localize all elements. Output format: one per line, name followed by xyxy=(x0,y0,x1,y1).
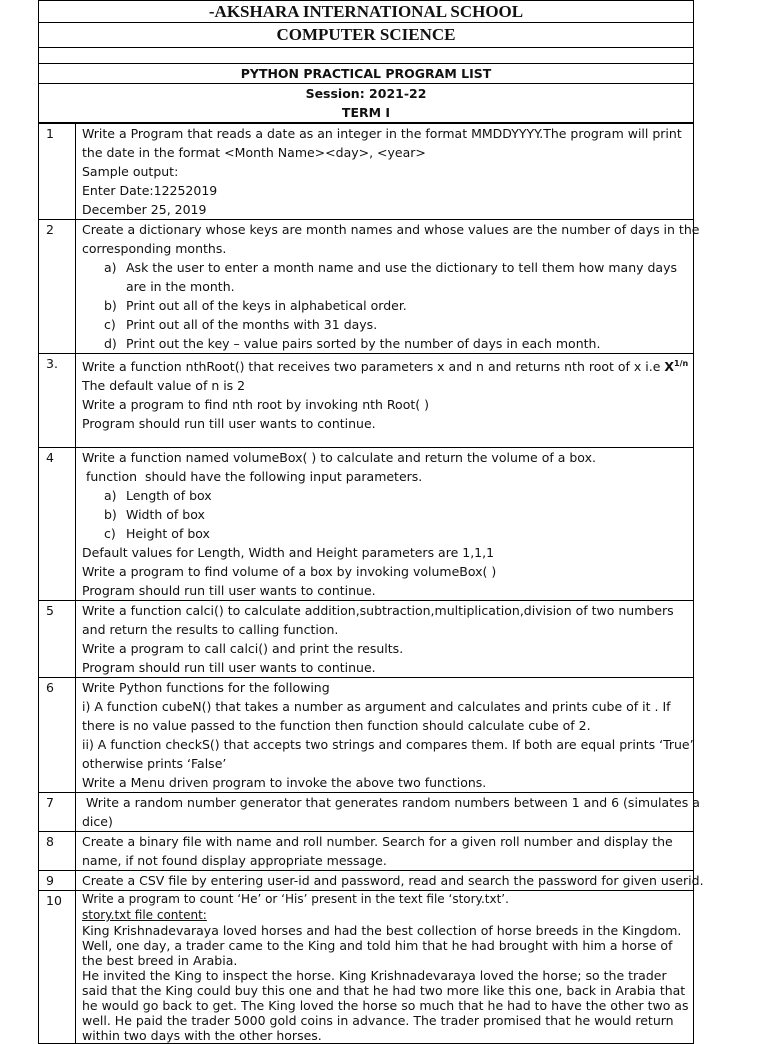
list-title: PYTHON PRACTICAL PROGRAM LIST xyxy=(38,63,694,84)
program-number: 4 xyxy=(39,448,76,601)
program-text xyxy=(76,871,704,891)
sub-item xyxy=(82,334,689,353)
header-spacer xyxy=(38,48,694,63)
program-line: there is no value passed to the function then function should calculate cube of 2. xyxy=(82,718,591,733)
sub-item-text: Width of box xyxy=(126,507,205,522)
table-row xyxy=(39,678,694,793)
program-text xyxy=(76,124,694,220)
session-label: Session: 2021-22 xyxy=(38,84,694,103)
program-line: The default value of n is 2 xyxy=(82,378,246,394)
sub-item-label: a) xyxy=(104,260,117,275)
school-name: -AKSHARA INTERNATIONAL SCHOOL xyxy=(38,0,694,23)
program-line: Sample output: xyxy=(82,164,179,179)
program-text xyxy=(76,793,700,832)
program-line: name, if not found display appropriate message. xyxy=(82,853,387,868)
table-row xyxy=(39,124,694,220)
table-row xyxy=(39,220,694,354)
program-line: Write a function named volumeBox( ) to calculate and return the volume of a box. xyxy=(82,450,596,465)
program-text xyxy=(76,220,700,354)
math-x: X xyxy=(664,359,675,375)
sub-item xyxy=(82,258,689,296)
program-line: Program should run till user wants to continue. xyxy=(82,416,376,432)
program-number: 1 xyxy=(39,124,76,220)
table-row xyxy=(39,832,694,871)
table-row xyxy=(39,448,694,601)
sub-item xyxy=(82,505,689,524)
math-exponent: 1/n xyxy=(674,359,689,368)
sub-item-text: Print out all of the months with 31 days. xyxy=(126,317,378,332)
story-label: story.txt file content: xyxy=(82,908,207,922)
sub-item-label: a) xyxy=(104,488,117,503)
program-line: dice) xyxy=(82,814,113,829)
program-line: Write a program to count ‘He’ or ‘His’ present in the text file ‘story.txt’. xyxy=(82,892,509,906)
program-line: Create a dictionary whose keys are month names and whose values are the number of days in the xyxy=(82,222,700,237)
program-text xyxy=(76,354,694,448)
program-line: Write a Program that reads a date as an integer in the format MMDDYYYY.The program will print xyxy=(82,126,682,141)
program-line: Default values for Length, Width and Height parameters are 1,1,1 xyxy=(82,545,495,560)
program-line: Write a function calci() to calculate addition,subtraction,multiplication,division of two numbers xyxy=(82,603,674,618)
sub-item-label: c) xyxy=(104,526,116,541)
program-line: Create a CSV file by entering user-id and password, read and search the password for given userid. xyxy=(82,873,704,888)
sub-item xyxy=(82,315,689,334)
sub-item-label: b) xyxy=(104,507,117,522)
program-line: December 25, 2019 xyxy=(82,202,207,217)
program-number: 10 xyxy=(39,891,76,1044)
table-row xyxy=(39,354,694,448)
sub-item-text: Print out all of the keys in alphabetical order. xyxy=(126,298,407,313)
program-line: i) A function cubeN() that takes a number as argument and calculates and prints cube of it . If xyxy=(82,699,671,714)
program-line: ii) A function checkS() that accepts two strings and compares them. If both are equal prints ‘True’ xyxy=(82,737,694,752)
program-line: Write Python functions for the following xyxy=(82,680,330,695)
program-line: Write a program to call calci() and print the results. xyxy=(82,641,404,656)
program-line: Enter Date:12252019 xyxy=(82,183,218,198)
table-row xyxy=(39,601,694,678)
subject-title: COMPUTER SCIENCE xyxy=(38,23,694,48)
program-text xyxy=(76,448,694,601)
sub-item-text: Ask the user to enter a month name and use the dictionary to tell them how many days are in the month. xyxy=(126,260,678,294)
program-number: 7 xyxy=(39,793,76,832)
sub-item-label: b) xyxy=(104,298,117,313)
program-line: otherwise prints ‘False’ xyxy=(82,756,227,771)
sub-item xyxy=(82,524,689,543)
sub-item-label: d) xyxy=(104,336,117,351)
program-line: corresponding months. xyxy=(82,241,227,256)
table-row xyxy=(39,891,694,1044)
sub-item-text: Print out the key – value pairs sorted by the number of days in each month. xyxy=(126,336,601,351)
program-number: 3. xyxy=(39,354,76,448)
program-line xyxy=(82,354,689,376)
program-number: 2 xyxy=(39,220,76,354)
program-line: and return the results to calling function. xyxy=(82,622,339,637)
story-paragraph: He invited the King to inspect the horse. King Krishnadevaraya loved the horse; so the trader said that the King could buy this one and that he had two more like this one, back in Arabia that he would go back to get. The King loved the horse so much that he had to have the other two as well. He paid the trader 5000 gold coins in advance. The trader promised that he would return within two days with the other horses. xyxy=(82,968,689,1043)
program-text xyxy=(76,832,694,871)
sub-item-label: c) xyxy=(104,317,116,332)
program-line: Write a program to find nth root by invoking nth Root( ) xyxy=(82,397,429,413)
program-text xyxy=(76,891,694,1044)
term-label: TERM I xyxy=(38,103,694,123)
program-line: function should have the following input parameters. xyxy=(82,469,423,484)
sub-item xyxy=(82,486,689,505)
program-number: 8 xyxy=(39,832,76,871)
program-number: 5 xyxy=(39,601,76,678)
sub-item-text: Length of box xyxy=(126,488,212,503)
program-number: 6 xyxy=(39,678,76,793)
program-table xyxy=(38,123,704,1044)
sub-item-text: Height of box xyxy=(126,526,210,541)
story-paragraph: King Krishnadevaraya loved horses and had the best collection of horse breeds in the Kingdom. Well, one day, a trader came to the King and told him that he had brought with him a horse of the best breed in Arabia. xyxy=(82,923,682,968)
program-line: Write a Menu driven program to invoke the above two functions. xyxy=(82,775,487,790)
program-text xyxy=(76,601,694,678)
program-line: Create a binary file with name and roll number. Search for a given roll number and display the xyxy=(82,834,673,849)
program-number: 9 xyxy=(39,871,76,891)
table-row xyxy=(39,871,694,891)
program-line: Write a program to find volume of a box by invoking volumeBox( ) xyxy=(82,564,497,579)
program-line-text: Write a function nthRoot() that receives two parameters x and n and returns nth root of x i.e xyxy=(82,359,665,375)
program-line: Write a random number generator that generates random numbers between 1 and 6 (simulates a xyxy=(82,795,700,810)
table-row xyxy=(39,793,694,832)
program-line: Program should run till user wants to continue. xyxy=(82,583,376,598)
program-line: Program should run till user wants to continue. xyxy=(82,660,376,675)
document-page xyxy=(38,0,704,1044)
sub-item xyxy=(82,296,689,315)
program-line: the date in the format <Month Name><day>, <year> xyxy=(82,145,426,160)
program-text xyxy=(76,678,694,793)
